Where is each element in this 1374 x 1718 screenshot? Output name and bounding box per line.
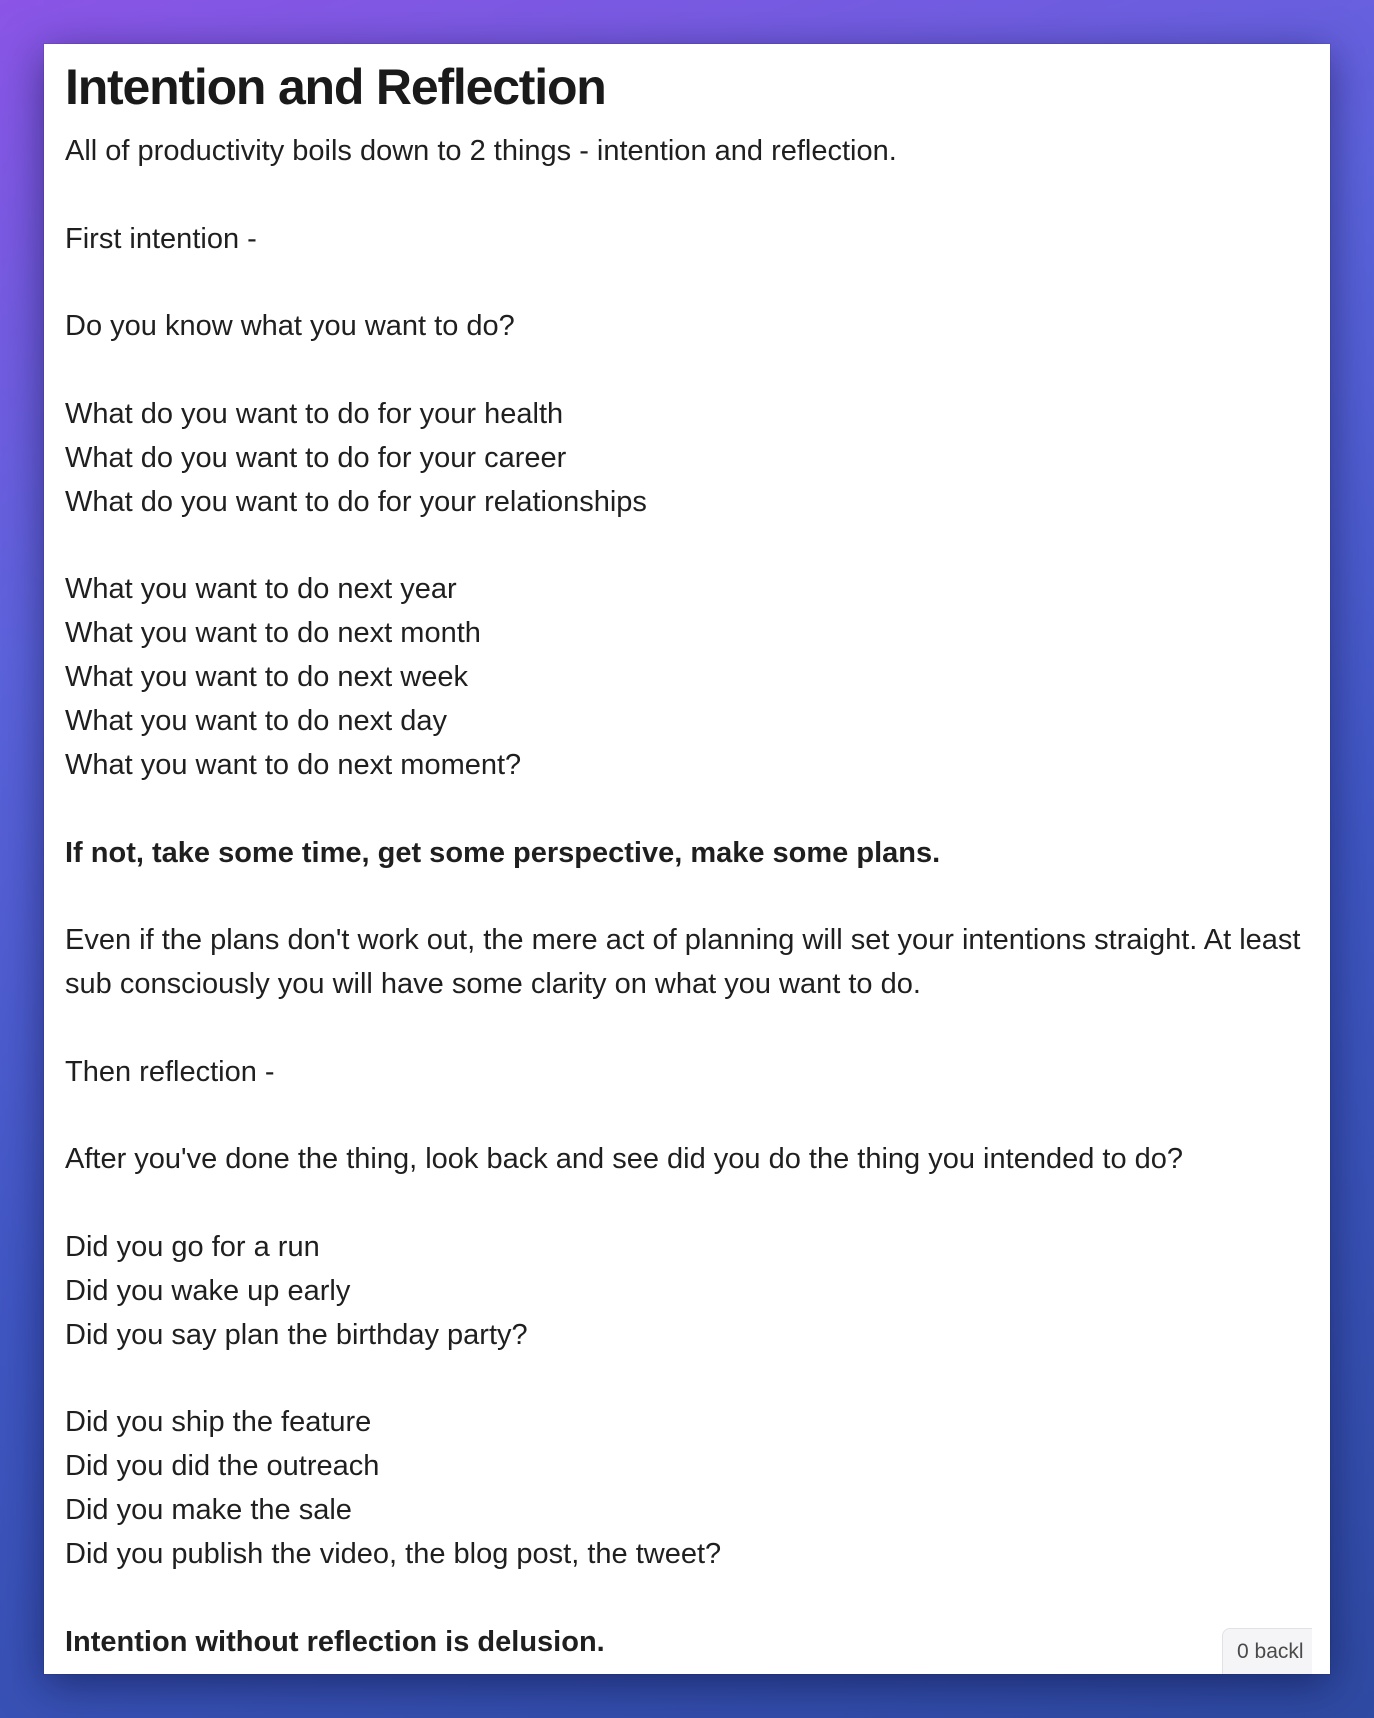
text-line: Do you know what you want to do?	[65, 310, 515, 343]
blank-line	[65, 349, 1315, 393]
blank-line	[65, 1358, 1315, 1402]
text-line: Did you wake up early	[65, 1274, 351, 1307]
text-line: Did you ship the feature	[65, 1406, 372, 1439]
text-line: After you've done the thing, look back and see did you do the thing you intended to do?	[65, 1143, 1184, 1176]
blank-line	[65, 525, 1315, 569]
text-line: What do you want to do for your relationships	[65, 485, 647, 518]
blank-line	[65, 788, 1315, 832]
text-line: All of productivity boils down to 2 things - intention and reflection.	[65, 135, 897, 167]
note-body	[65, 130, 1315, 1665]
text-line: What you want to do next month	[65, 617, 481, 650]
backlinks-button[interactable]: 0 backl	[1222, 1628, 1312, 1674]
blank-line	[65, 174, 1315, 218]
text-line: What do you want to do for your career	[65, 441, 567, 474]
blank-line	[65, 262, 1315, 306]
text-line: Then reflection -	[65, 1055, 275, 1088]
text-line: Did you make the sale	[65, 1494, 352, 1527]
text-line: Did you go for a run	[65, 1231, 320, 1264]
text-line: What you want to do next week	[65, 661, 468, 694]
note-content	[65, 44, 1315, 1665]
bold-text-line: Intention without reflection is delusion.	[65, 1625, 605, 1658]
blank-line	[65, 1182, 1315, 1226]
note-window	[44, 44, 1330, 1674]
blank-line	[65, 1577, 1315, 1621]
note-title: Intention and Reflection	[65, 59, 606, 115]
blank-line	[65, 1095, 1315, 1139]
text-line: What you want to do next day	[65, 704, 448, 737]
text-line: What you want to do next moment?	[65, 748, 522, 781]
text-line: Did you did the outreach	[65, 1450, 380, 1483]
text-line: What do you want to do for your health	[65, 398, 564, 431]
bold-text-line: If not, take some time, get some perspective, make some plans.	[65, 836, 941, 869]
text-line: Did you say plan the birthday party?	[65, 1318, 528, 1351]
text-line: Did you publish the video, the blog post, the tweet?	[65, 1538, 722, 1570]
blank-line	[65, 875, 1315, 919]
text-line: First intention -	[65, 222, 257, 255]
text-line: What you want to do next year	[65, 573, 457, 606]
paragraph: Even if the plans don't work out, the mere act of planning will set your intentions straight. At least sub consciously you will have some clarity on what you want to do.	[65, 924, 1301, 1001]
blank-line	[65, 1007, 1315, 1051]
